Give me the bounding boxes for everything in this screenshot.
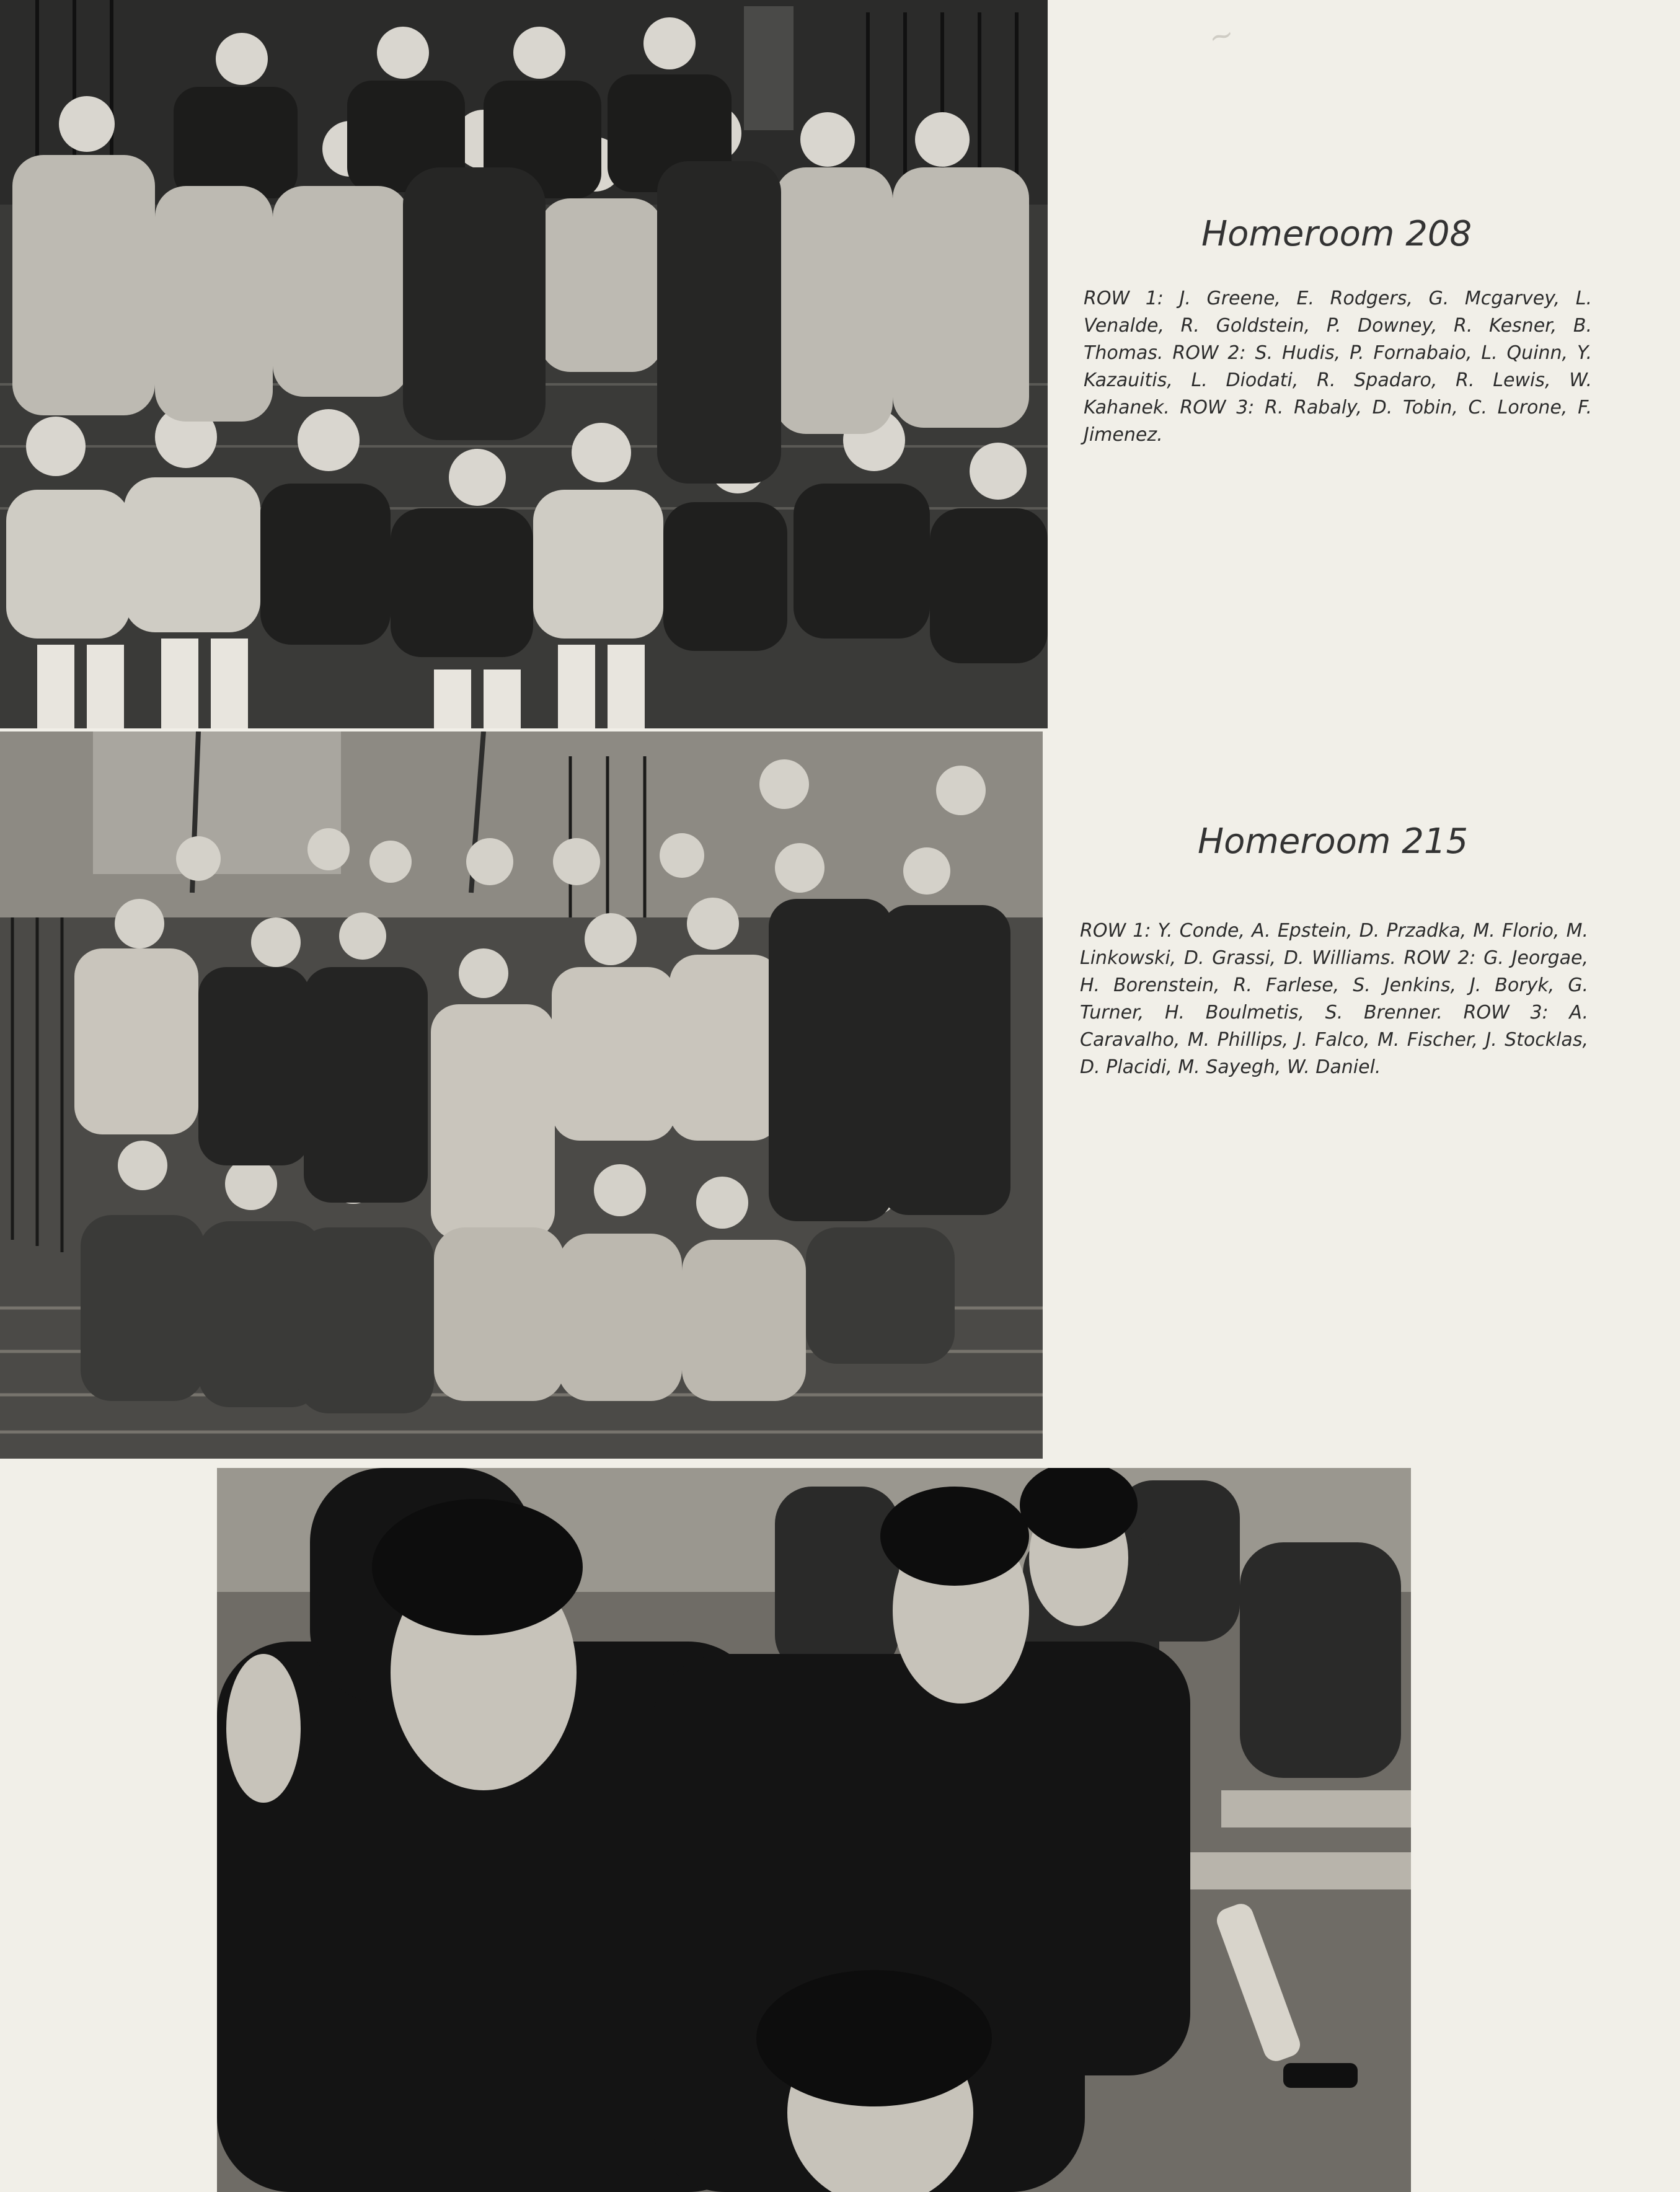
candid-students-photo-art	[217, 1468, 1411, 2192]
pencil-mark: ~	[1205, 15, 1238, 56]
homeroom-215-photo	[0, 731, 1043, 1459]
homeroom-208-photo-art	[0, 0, 1048, 728]
homeroom-215-title: Homeroom 215	[1198, 821, 1469, 862]
homeroom-215-caption: ROW 1: Y. Conde, A. Epstein, D. Przadka, M. Florio, M. Linkowski, D. Grassi, D. Williams. ROW 2: G. Jeorgae, H. Borenstein, R. Farlese, S. Jenkins, J. Boryk, G. Turner, H. Boulmetis, S. Brenner. ROW 3: A. Caravalho, M. Phillips, J. Falco, M. Fischer, J. Stocklas, D. Placidi, M. Sayegh, W. Daniel.	[1080, 920, 1588, 1078]
homeroom-208-photo	[0, 0, 1048, 728]
homeroom-208-title: Homeroom 208	[1201, 214, 1472, 254]
homeroom-208-caption: ROW 1: J. Greene, E. Rodgers, G. Mcgarvey, L. Venalde, R. Goldstein, P. Downey, R. Kesner, B. Thomas. ROW 2: S. Hudis, P. Fornabaio, L. Quinn, Y. Kazauitis, L. Diodati, R. Spadaro, R. Lewis, W. Kahanek. ROW 3: R. Rabaly, D. Tobin, C. Lorone, F. Jimenez.	[1084, 288, 1592, 446]
homeroom-215-photo-art	[0, 731, 1043, 1459]
candid-students-photo	[217, 1468, 1411, 2192]
